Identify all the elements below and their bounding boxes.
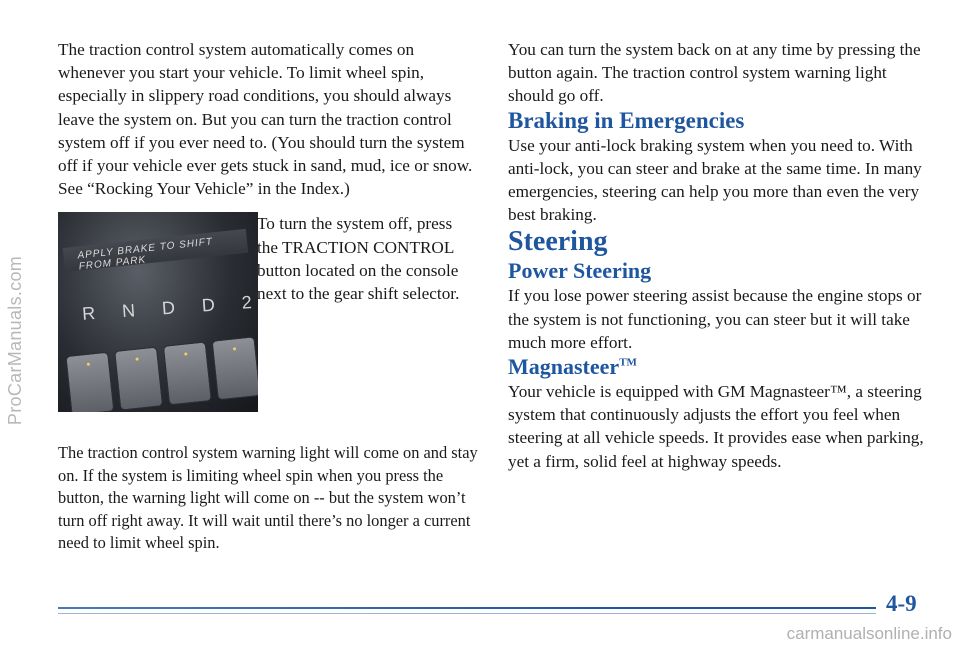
console-button [163, 342, 212, 406]
trademark-mark: TM [619, 356, 637, 369]
traction-control-button [114, 347, 163, 411]
side-watermark-text: ProCarManuals.com [5, 255, 26, 425]
bottom-watermark: carmanualsonline.info [786, 624, 952, 643]
left-column [58, 38, 478, 554]
heading-braking-emergencies: Braking in Emergencies [508, 107, 745, 133]
gear-label: D [201, 295, 216, 316]
footer-rule [58, 607, 876, 609]
console-button [212, 337, 258, 401]
console-button [65, 352, 114, 412]
braking-paragraph: Use your anti-lock braking system when you need to. With anti-lock, you can steer and brake at the same time. In many emergencies, steering can help you more than even the very best braking. [508, 135, 922, 225]
magnasteer-paragraph: Your vehicle is equipped with GM Magnasteer™, a steering system that continuously adjusts the effort you feel when steering at all vehicle speeds. It provides ease when parking, yet a firm, solid feel at highway speeds. [508, 382, 924, 471]
warning-light-paragraph: The traction control system warning light will come on and stay on. If the system is limiting wheel spin when you press the button, the warning light will come on -- but the system won’t turn off right away. It will wait until there’s no longer a current need to limit wheel spin. [58, 443, 478, 553]
gear-label: 2 [241, 292, 253, 314]
heading-power-steering: Power Steering [508, 258, 652, 284]
traction-image-row [58, 212, 478, 412]
gear-indicator-row [81, 293, 252, 326]
footer-rule-thin [58, 613, 876, 614]
gear-label: D [161, 297, 176, 319]
power-steering-paragraph: If you lose power steering assist because the engine stops or the system is not functioning, you can steer but it will take much more effort. [508, 286, 922, 352]
photo-label-strip [63, 229, 249, 272]
magnasteer-title: Magnasteer [508, 354, 620, 380]
console-photo [58, 212, 258, 412]
page-number: 4-9 [886, 591, 917, 616]
side-watermark [2, 80, 30, 600]
console-buttons [65, 337, 258, 413]
gear-label: N [121, 300, 136, 322]
system-back-on-paragraph: You can turn the system back on at any time by pressing the button again. The traction control system warning light should go off. [508, 40, 921, 106]
heading-steering: Steering [508, 226, 608, 258]
right-column [508, 38, 928, 473]
traction-intro-paragraph: The traction control system automatically comes on whenever you start your vehicle. To limit wheel spin, especially in slippery road conditions, you should always leave the system on. But you can turn the traction control system off if you ever need to. (You should turn the system off if your vehicle ever gets stuck in sand, mud, ice or snow. See “Rocking Your Vehicle” in the Index.) [58, 40, 473, 199]
photo-strip-text: APPLY BRAKE TO SHIFT FROM PARK [77, 236, 214, 273]
heading-magnasteer [508, 354, 928, 380]
gear-label: R [81, 303, 96, 325]
image-caption: To turn the system off, press the TRACTION CONTROL button located on the console next to the gear shift selector. [257, 214, 460, 304]
